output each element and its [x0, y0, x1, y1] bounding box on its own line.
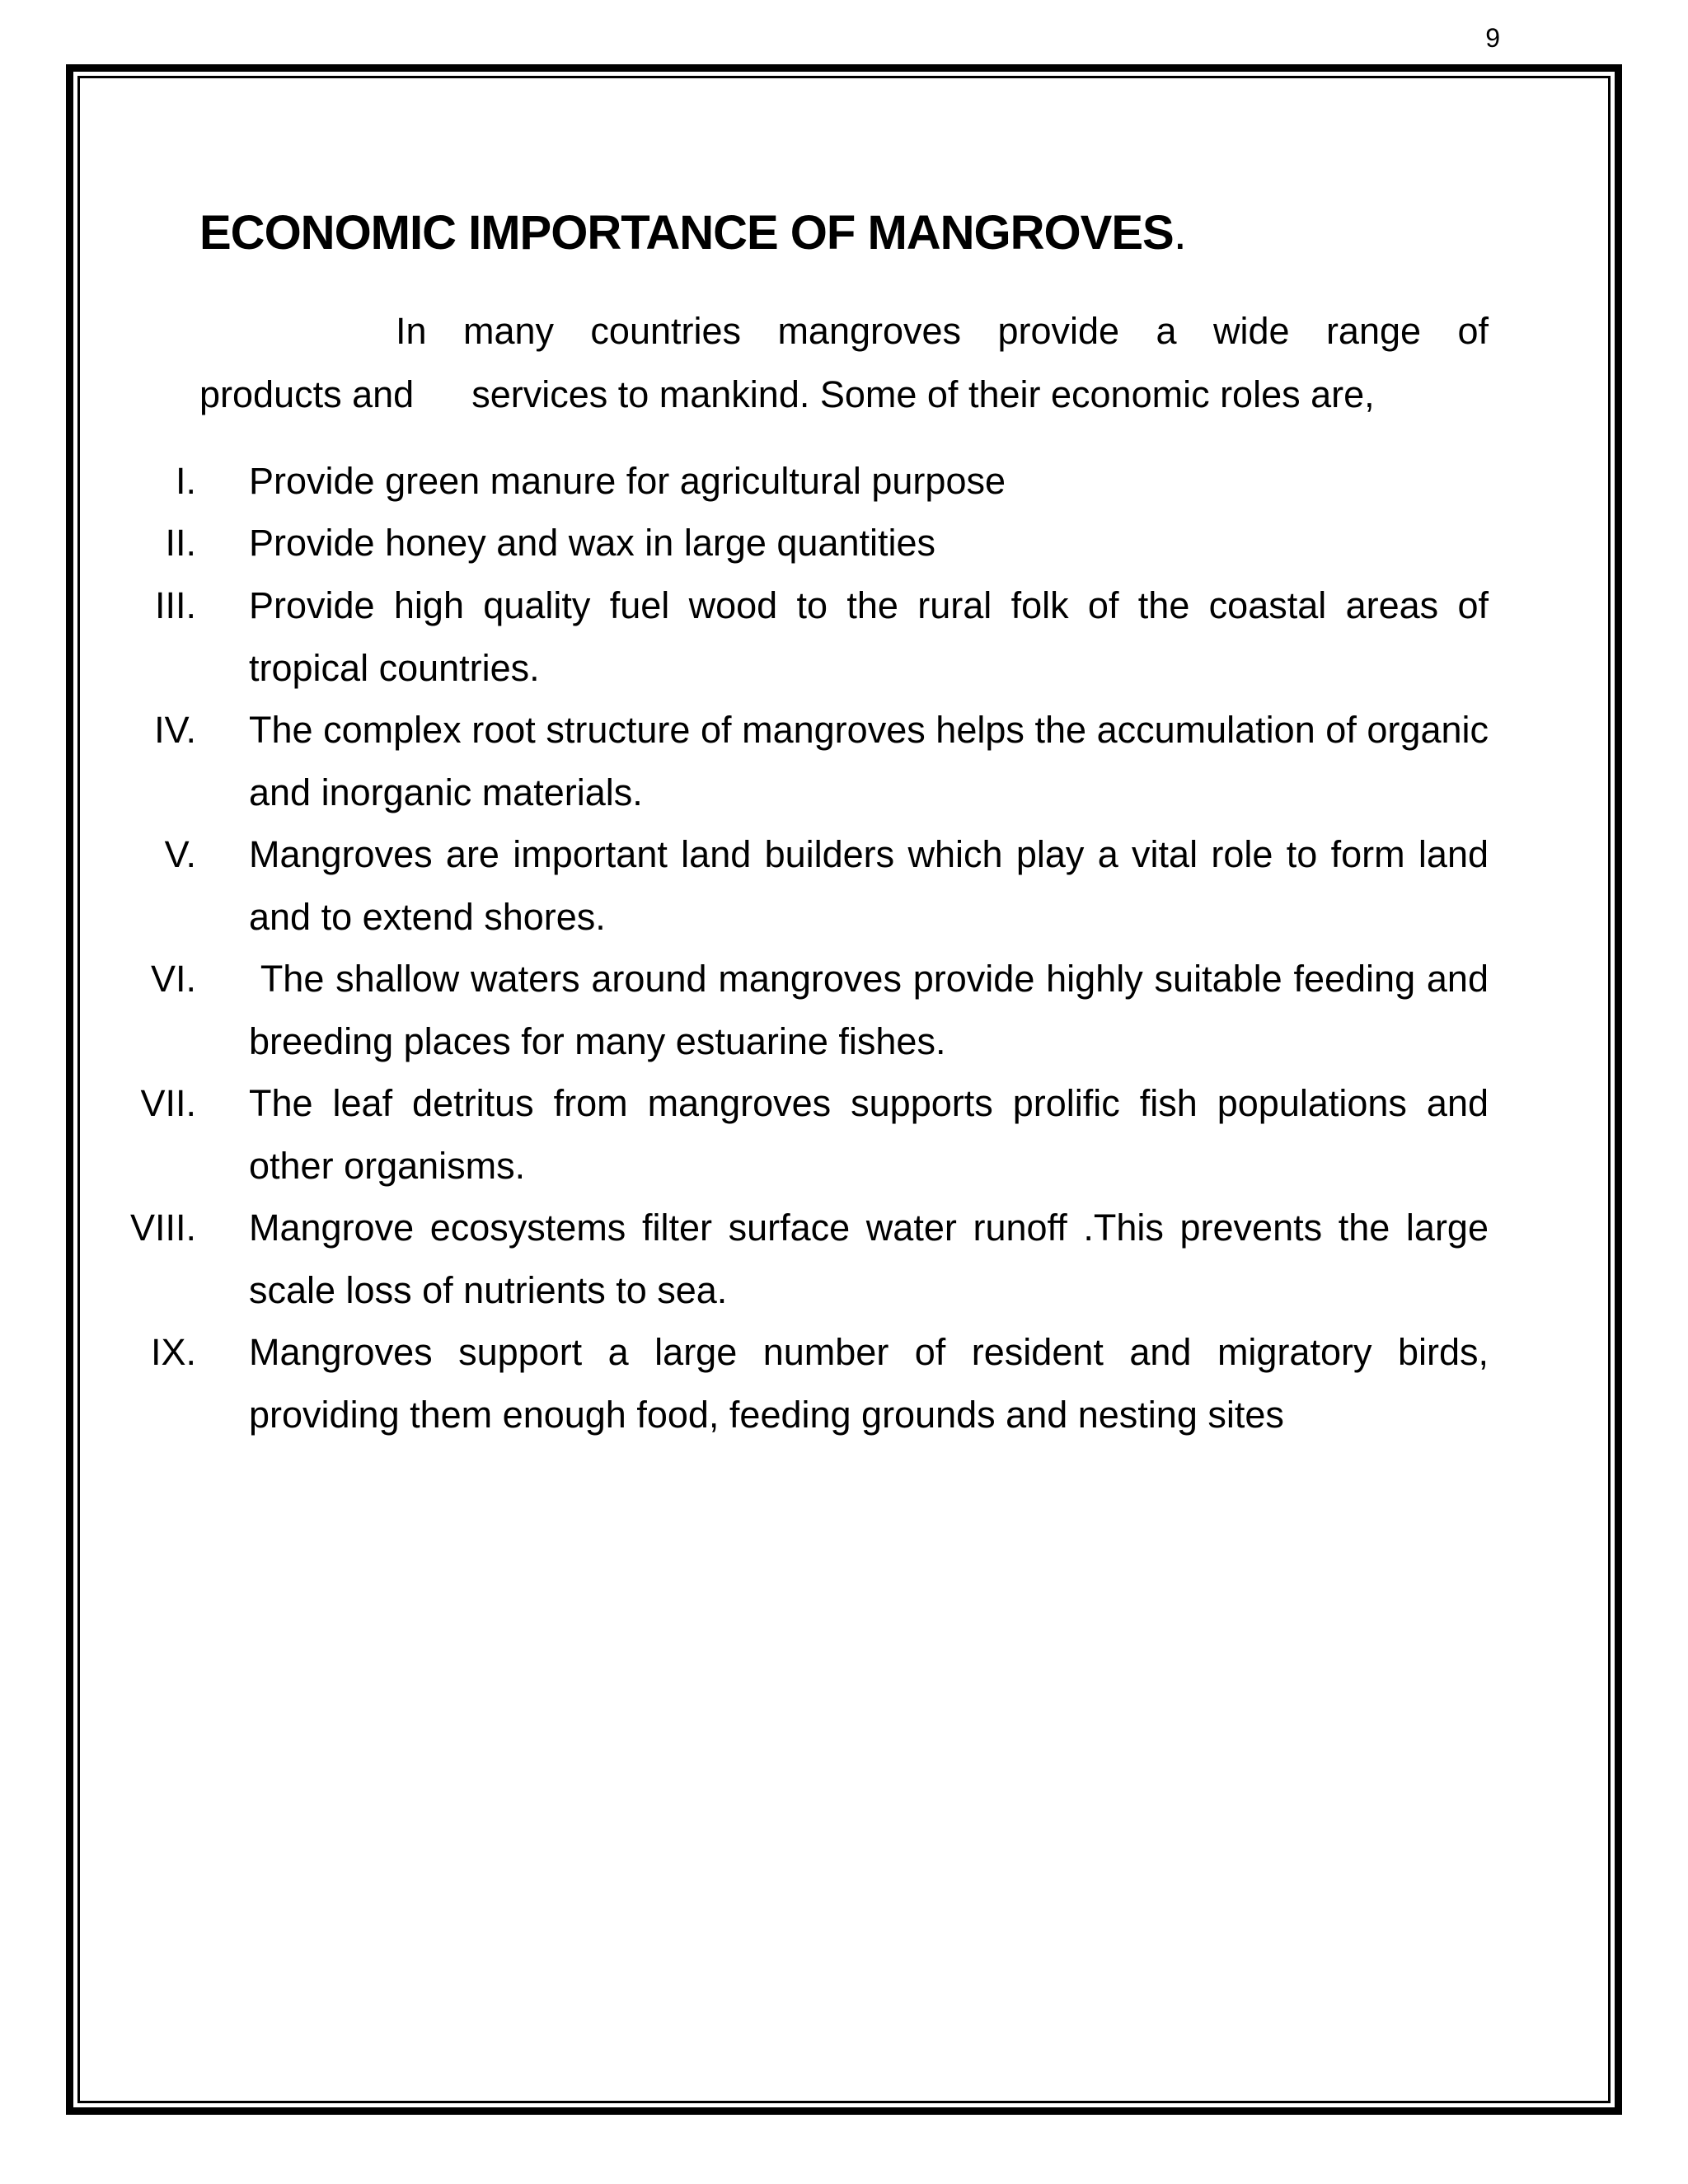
list-item-number: III. — [154, 584, 196, 626]
list-item-text: Provide green manure for agricultural purpose — [249, 460, 1006, 502]
list-item-text: Mangrove ecosystems filter surface water runoff .This prevents the large scale loss of nutrients to sea. — [249, 1207, 1489, 1311]
page-title — [199, 196, 1485, 270]
intro-line-2-a: products and — [199, 373, 415, 415]
page-number: 9 — [1485, 23, 1500, 53]
list-item-number: V. — [164, 833, 196, 875]
list-item-text: The complex root structure of mangroves helps the accumulation of organic and inorganic materials. — [249, 709, 1489, 813]
list-item-text: Mangroves support a large number of resident and migratory birds, providing them enough food, feeding grounds and nesting sites — [249, 1331, 1489, 1436]
list-item-text: Mangroves are important land builders which play a vital role to form land and to extend shores. — [249, 833, 1489, 938]
intro-line-2 — [199, 363, 1489, 426]
intro-line-2-b: services to mankind. Some of their economic roles are, — [471, 373, 1375, 415]
list-item-number: I. — [175, 460, 196, 502]
list-item-number: IV. — [154, 709, 196, 751]
intro-line-1: In many countries mangroves provide a wide range of — [396, 310, 1489, 352]
list-item-number: II. — [165, 522, 196, 564]
list-item-text: Provide high quality fuel wood to the rural folk of the coastal areas of tropical countries. — [249, 584, 1489, 689]
list-item-text: Provide honey and wax in large quantities — [249, 522, 936, 564]
title-punctuation: . — [1173, 206, 1186, 260]
title-text: ECONOMIC IMPORTANCE OF MANGROVES — [199, 206, 1174, 260]
list-item-number: VI. — [150, 958, 196, 1000]
list-item-text: The leaf detritus from mangroves supports prolific fish populations and other organisms. — [249, 1082, 1489, 1187]
list-item-number: VIII. — [129, 1207, 196, 1249]
list-item-number: IX. — [150, 1331, 196, 1373]
list-item-text: The shallow waters around mangroves provide highly suitable feeding and breeding places for many estuarine fishes. — [249, 958, 1499, 1062]
list-item-number: VII. — [140, 1082, 196, 1124]
